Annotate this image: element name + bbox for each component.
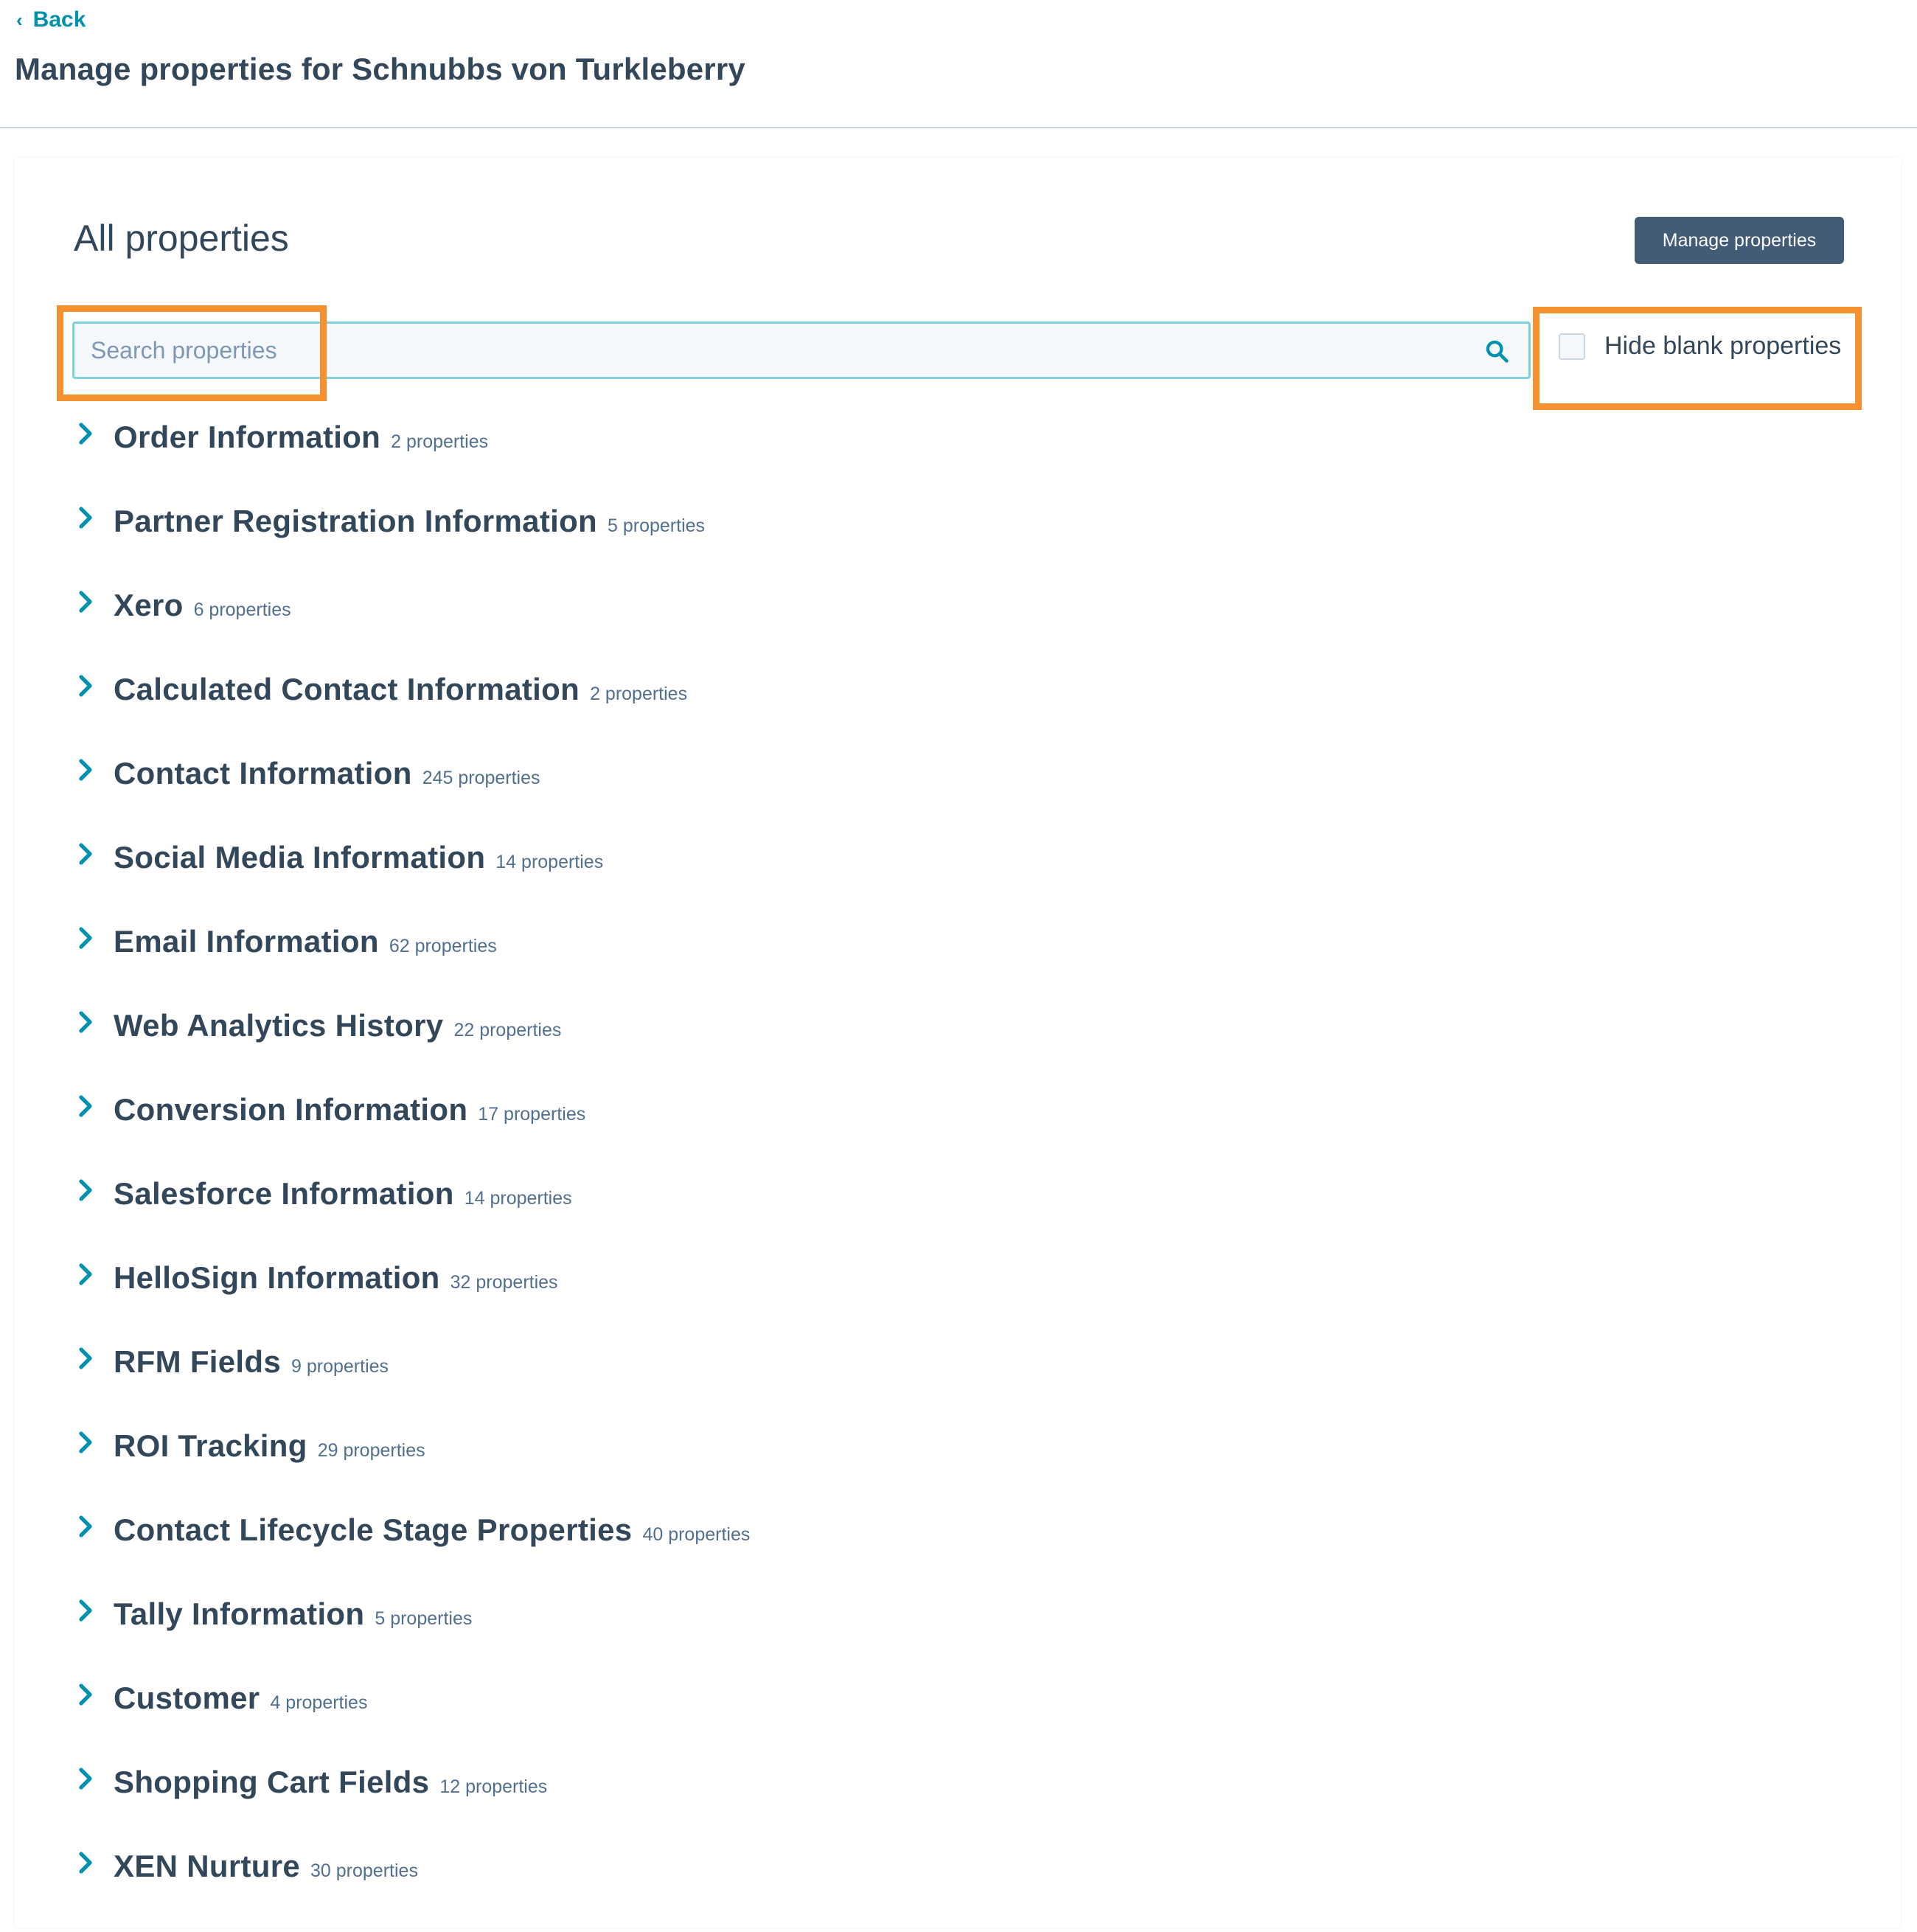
property-group-name[interactable]: Xero [114,588,184,622]
page-title: Manage properties for Schnubbs von Turkleberry [15,52,745,86]
property-group[interactable] [15,671,1858,755]
chevron-right-icon[interactable] [71,1091,100,1121]
property-group-count: 2 properties [590,684,688,704]
property-group[interactable] [15,1596,1858,1680]
hide-blank-toggle[interactable] [1559,332,1841,361]
chevron-right-icon[interactable] [71,755,100,785]
back-link[interactable] [16,7,86,32]
property-group-name[interactable]: HelloSign Information [114,1260,440,1295]
property-group[interactable] [15,1007,1858,1091]
property-group[interactable] [15,1091,1858,1175]
back-link-label: Back [32,7,86,32]
chevron-right-icon[interactable] [71,1344,100,1373]
property-group-name[interactable]: Social Media Information [114,840,486,875]
property-group-count: 17 properties [478,1104,586,1125]
property-group-count: 6 properties [193,600,291,620]
property-group[interactable] [15,923,1858,1007]
property-group-count: 12 properties [439,1776,548,1797]
chevron-right-icon[interactable] [71,1848,100,1877]
search-box [72,322,1531,379]
property-group-name[interactable]: ROI Tracking [114,1428,307,1463]
property-group[interactable] [15,1764,1858,1848]
property-group-count: 32 properties [450,1272,558,1293]
property-group-count: 14 properties [495,852,604,872]
property-group[interactable] [15,839,1858,923]
property-group[interactable] [15,1259,1858,1344]
property-group-list [15,419,1858,1932]
property-group[interactable] [15,503,1858,587]
hide-blank-label: Hide blank properties [1604,332,1842,360]
property-group-name[interactable]: RFM Fields [114,1344,282,1379]
property-group-name[interactable]: Contact Information [114,756,412,790]
property-group[interactable] [15,587,1858,671]
chevron-right-icon[interactable] [71,1680,100,1709]
property-group-count: 29 properties [317,1440,425,1461]
property-group-count: 5 properties [608,515,706,536]
search-icon[interactable] [1484,338,1509,364]
chevron-right-icon[interactable] [71,1175,100,1205]
property-group-name[interactable]: Calculated Contact Information [114,672,580,706]
property-group-name[interactable]: Order Information [114,420,381,454]
property-group-count: 62 properties [389,936,497,956]
page-header [0,0,1917,128]
search-input[interactable] [74,324,1461,377]
property-group-count: 2 properties [391,431,489,452]
chevron-right-icon[interactable] [71,1764,100,1793]
chevron-right-icon[interactable] [71,1596,100,1625]
property-group[interactable] [15,1512,1858,1596]
chevron-right-icon[interactable] [71,503,100,532]
property-group-name[interactable]: Customer [114,1681,260,1715]
section-title: All properties [74,218,289,259]
property-group-count: 4 properties [270,1692,368,1713]
property-group-name[interactable]: Tally Information [114,1596,365,1631]
property-group-count: 22 properties [453,1020,562,1040]
property-group-name[interactable]: Conversion Information [114,1092,468,1127]
chevron-right-icon[interactable] [71,1007,100,1037]
property-group-count: 245 properties [422,768,540,788]
property-group-name[interactable]: Salesforce Information [114,1176,454,1211]
chevron-right-icon[interactable] [71,671,100,701]
properties-card [15,158,1901,1928]
property-group-name[interactable]: Web Analytics History [114,1008,444,1043]
chevron-right-icon[interactable] [71,839,100,869]
property-group[interactable] [15,1848,1858,1932]
chevron-left-icon: ‹ [16,8,23,31]
property-group[interactable] [15,1428,1858,1512]
property-group-count: 9 properties [291,1356,389,1377]
property-group[interactable] [15,755,1858,839]
property-group-count: 14 properties [464,1188,572,1209]
manage-properties-button[interactable]: Manage properties [1635,217,1844,264]
property-group[interactable] [15,419,1858,503]
property-group-name[interactable]: Partner Registration Information [114,504,598,538]
chevron-right-icon[interactable] [71,923,100,953]
chevron-right-icon[interactable] [71,587,100,616]
property-group-name[interactable]: XEN Nurture [114,1849,301,1883]
property-group-name[interactable]: Email Information [114,924,379,959]
property-group[interactable] [15,1344,1858,1428]
chevron-right-icon[interactable] [71,419,100,448]
chevron-right-icon[interactable] [71,1512,100,1541]
property-group[interactable] [15,1680,1858,1764]
chevron-right-icon[interactable] [71,1428,100,1457]
property-group-name[interactable]: Shopping Cart Fields [114,1765,430,1799]
property-group-name[interactable]: Contact Lifecycle Stage Properties [114,1512,633,1547]
property-group[interactable] [15,1175,1858,1259]
hide-blank-checkbox[interactable] [1559,333,1585,360]
property-group-count: 5 properties [375,1608,473,1629]
property-group-count: 40 properties [642,1524,751,1545]
property-group-count: 30 properties [310,1860,418,1881]
chevron-right-icon[interactable] [71,1259,100,1289]
